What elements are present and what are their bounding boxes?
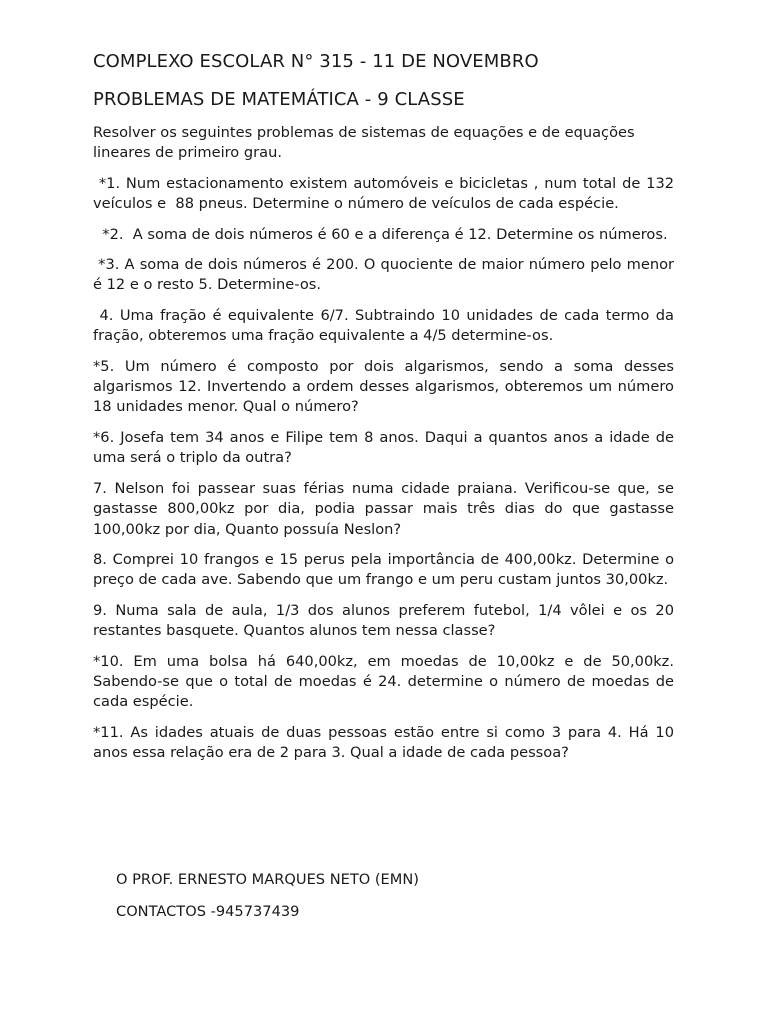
school-title: COMPLEXO ESCOLAR N° 315 - 11 DE NOVEMBRO [93, 51, 539, 72]
problem-7: 7. Nelson foi passear suas férias numa cidade praiana. Verificou-se que, se gastasse 800,00kz por dia, podia passar mais três dias do que gastasse 100,00kz por dia, Quanto possuía Neslon? [93, 479, 674, 538]
instructions: Resolver os seguintes problemas de sistemas de equações e de equações lineares de primeiro grau. [93, 124, 635, 162]
teacher-name: O PROF. ERNESTO MARQUES NETO (EMN) [116, 871, 419, 888]
contact-info: CONTACTOS -945737439 [116, 903, 300, 920]
problem-8: 8. Comprei 10 frangos e 15 perus pela importância de 400,00kz. Determine o preço de cada ave. Sabendo que um frango e um peru custam juntos 30,00kz. [93, 550, 674, 589]
problem-11: *11. As idades atuais de duas pessoas estão entre si como 3 para 4. Há 10 anos essa relação era de 2 para 3. Qual a idade de cada pessoa? [93, 723, 674, 762]
problem-9: 9. Numa sala de aula, 1/3 dos alunos preferem futebol, 1/4 vôlei e os 20 restantes basquete. Quantos alunos tem nessa classe? [93, 601, 674, 640]
problem-4: 4. Uma fração é equivalente 6/7. Subtraindo 10 unidades de cada termo da fração, obteremos uma fração equivalente a 4/5 determine-os. [93, 306, 679, 345]
subject-title: PROBLEMAS DE MATEMÁTICA - 9 CLASSE [93, 89, 465, 110]
signature-block [116, 870, 676, 922]
problem-5: *5. Um número é composto por dois algarismos, sendo a soma desses algarismos 12. Invertendo a ordem desses algarismos, obteremos um número 18 unidades menor. Qual o número? [93, 357, 674, 416]
problem-3: *3. A soma de dois números é 200. O quociente de maior número pelo menor é 12 e o resto 5. Determine-os. [93, 256, 679, 294]
problem-10: *10. Em uma bolsa há 640,00kz, em moedas de 10,00kz e de 50,00kz. Sabendo-se que o total de moedas é 24. determine o número de moedas de cada espécie. [93, 652, 674, 711]
problem-2: *2. A soma de dois números é 60 e a diferença é 12. Determine os números. [93, 225, 668, 243]
document-body [93, 50, 679, 764]
problem-1: *1. Num estacionamento existem automóveis e bicicletas , num total de 132 veículos e 88 pneus. Determine o número de veículos de cada espécie. [93, 174, 679, 213]
problem-6: *6. Josefa tem 34 anos e Filipe tem 8 anos. Daqui a quantos anos a idade de uma será o triplo da outra? [93, 428, 674, 467]
